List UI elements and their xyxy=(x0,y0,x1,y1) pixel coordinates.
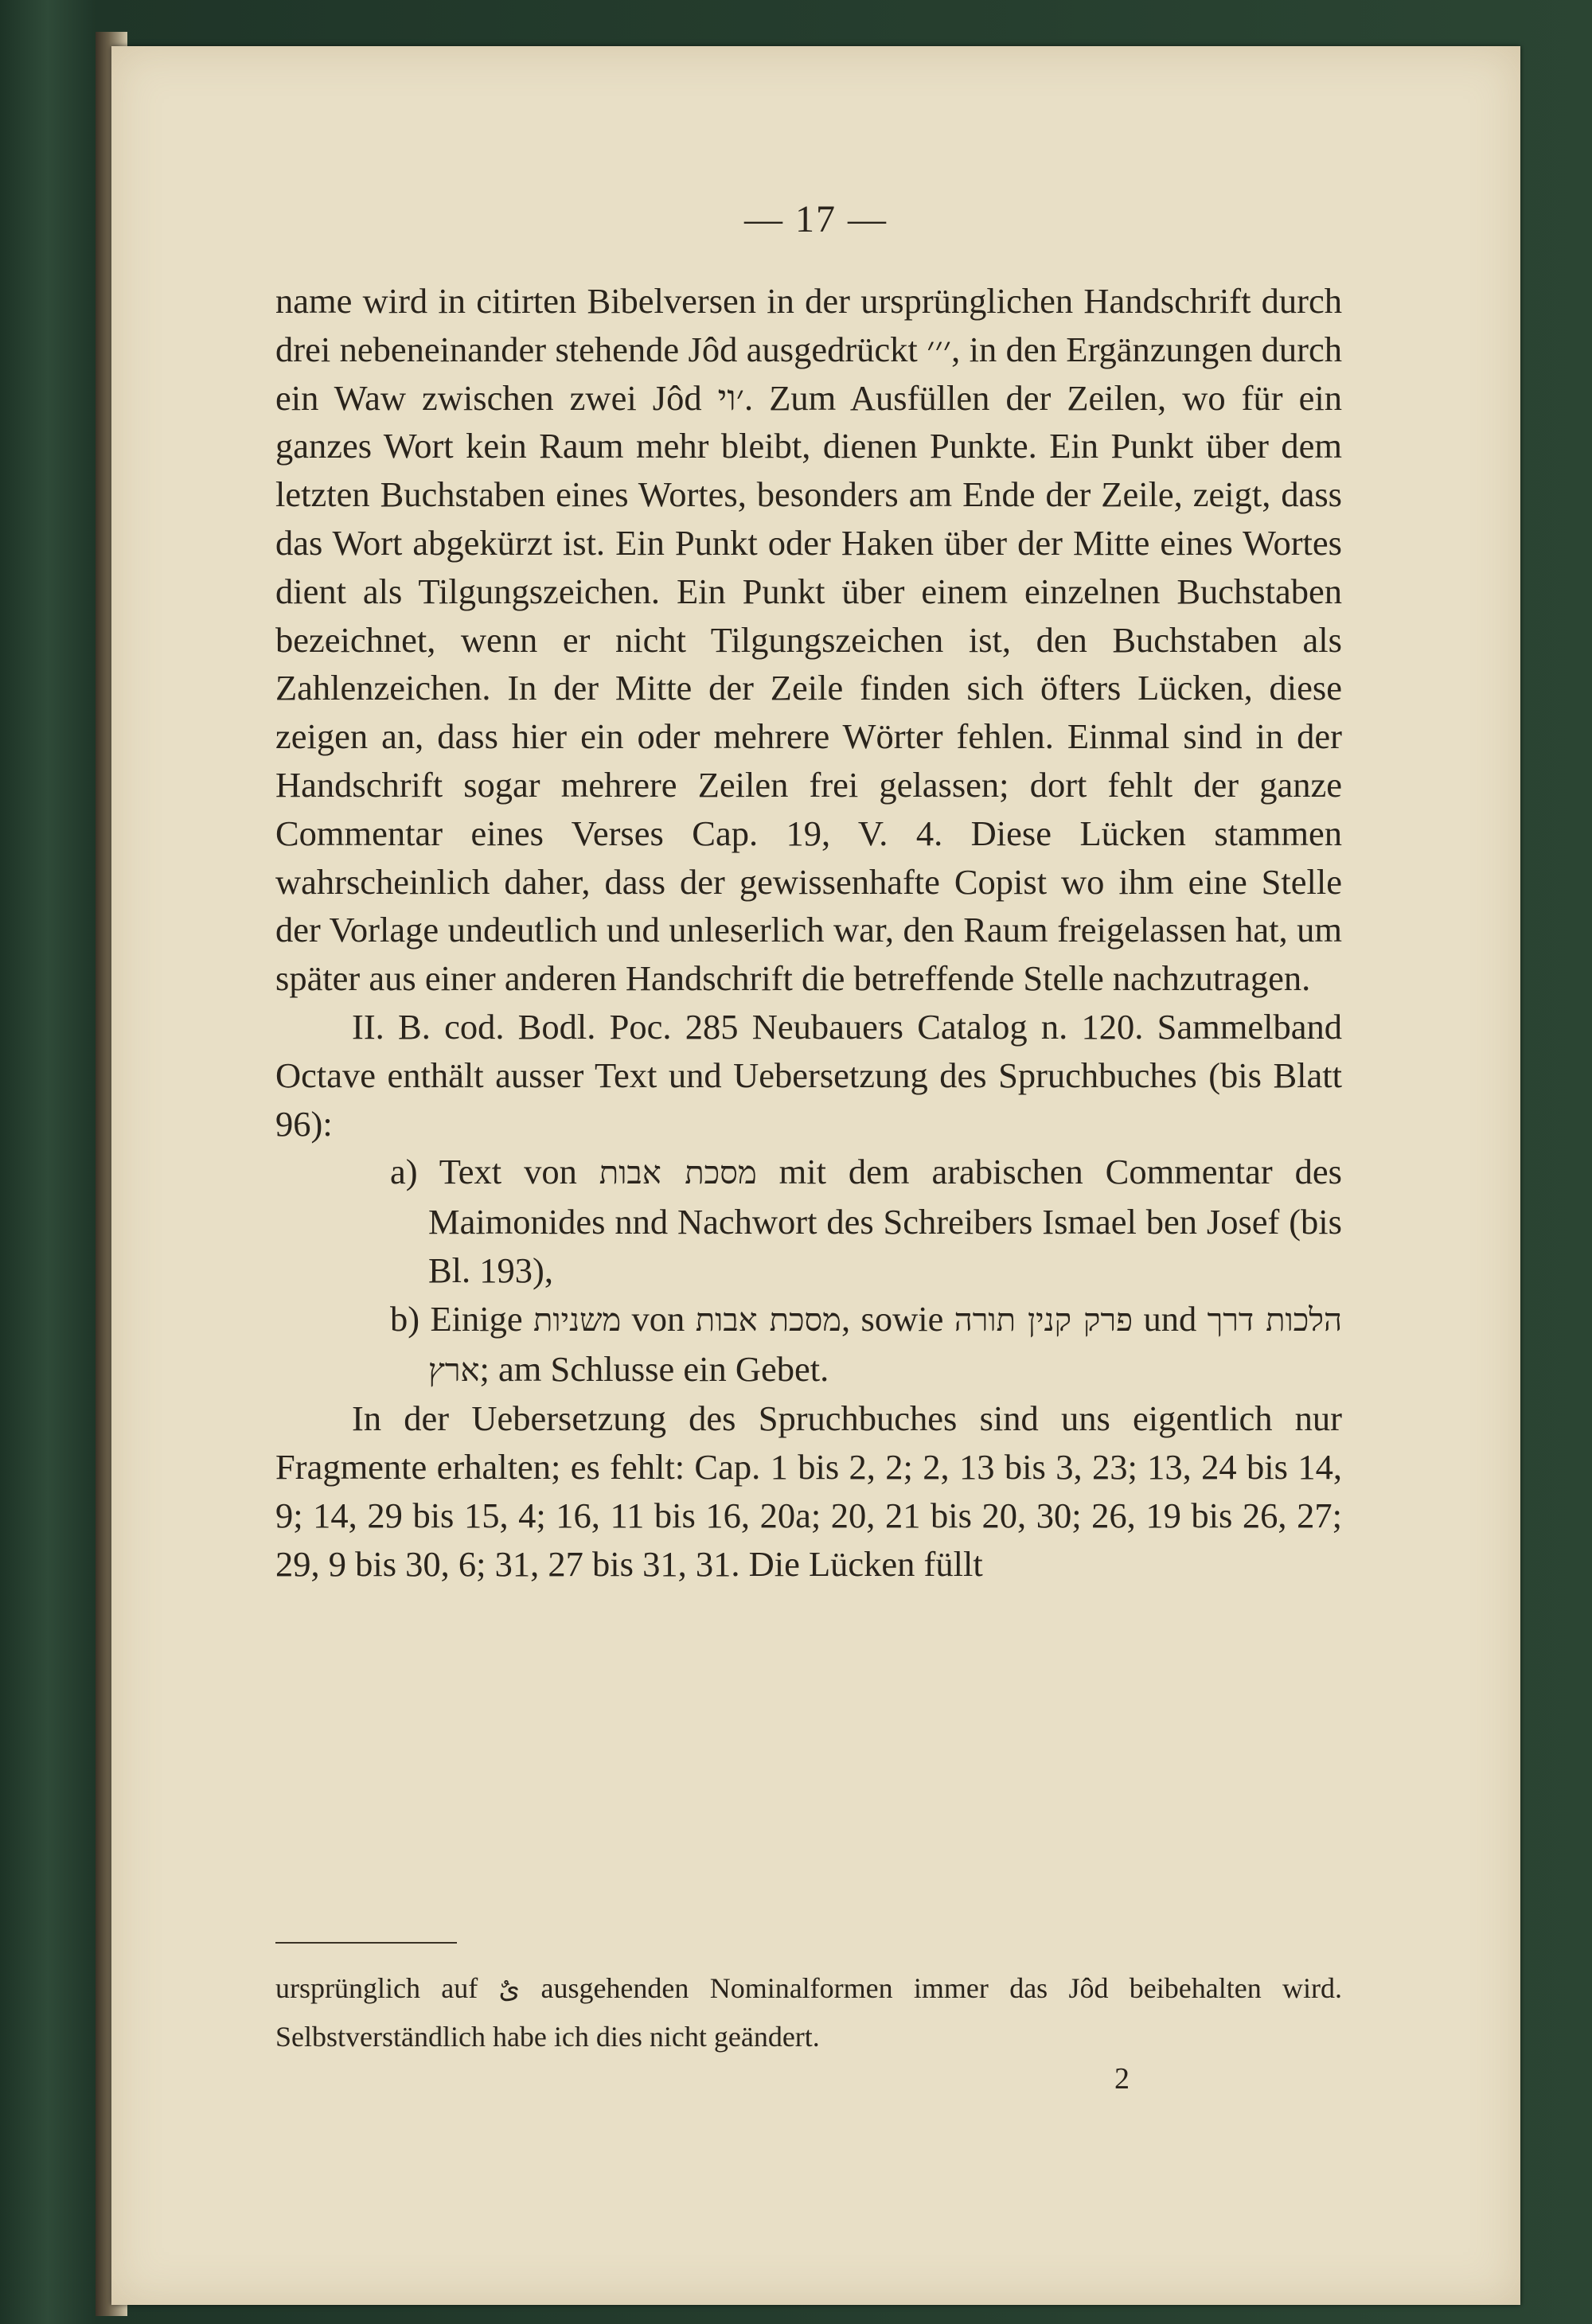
hebrew-term: הלכות דרך ארץ xyxy=(428,1301,1343,1389)
page xyxy=(111,46,1520,2305)
hebrew-term: מסכת אבות xyxy=(695,1301,841,1339)
list-b-rest: ; am Schlusse ein Gebet. xyxy=(479,1348,829,1389)
list-a-prefix: a) Text von xyxy=(390,1152,599,1192)
signature-mark: 2 xyxy=(1114,2062,1130,2096)
hebrew-term: מסכת אבות xyxy=(599,1155,757,1192)
list-b-mid: von xyxy=(621,1298,696,1339)
list-b-mid: und xyxy=(1133,1298,1208,1339)
hebrew-term: משניות xyxy=(533,1301,622,1339)
list-item-b xyxy=(275,1295,1342,1395)
page-number: — 17 — xyxy=(744,198,888,240)
list-b-prefix: b) Einige xyxy=(390,1298,534,1339)
arabic-glyph: ىٌ xyxy=(498,1973,521,2005)
paragraph-2: II. B. cod. Bodl. Poc. 285 Neubauers Catalog n. 120. Sammelband Octave enthält ausser Text und Uebersetzung des Spruchbuches (bis Blatt 96): xyxy=(275,1006,1342,1144)
list-item-a xyxy=(275,1148,1342,1294)
paragraph-1: name wird in citirten Bibelversen in der ursprünglichen Handschrift durch drei nebeneinander stehende Jôd ausgedrückt ׳׳׳, in den Ergänzungen durch ein Waw zwischen zwei Jôd ׳וי. Zum Ausfüllen der Zeilen, wo für ein ganzes Wort kein Raum mehr bleibt, dienen Punkte. Ein Punkt über dem letzten Buchstaben eines Wortes, besonders am Ende der Zeile, zeigt, dass das Wort abgekürzt ist. Ein Punkt oder Haken über der Mitte eines Wortes dient als Tilgungszeichen. Ein Punkt über einem einzelnen Buchstaben bezeichnet, wenn er nicht Tilgungszeichen ist, den Buchstaben als Zahlenzeichen. In der Mitte der Zeile finden sich öfters Lücken, diese zeigen an, dass hier ein oder mehrere Wörter fehlen. Einmal sind in der Handschrift sogar mehrere Zeilen frei gelassen; dort fehlt der ganze Commentar eines Verses Cap. 19, V. 4. Diese Lücken stammen wahrscheinlich daher, dass der gewissenhafte Copist wo ihm eine Stelle der Vorlage undeutlich und unleserlich war, den Raum freigelassen hat, um später aus einer anderen Handschrift die betreffende Stelle nachzutragen. xyxy=(275,281,1342,999)
footnote-part-2: ausgehenden Nominalformen immer das Jôd beibehalten wird. Selbstverständlich habe ich dies nicht geändert. xyxy=(275,1972,1343,2053)
footnote-rule xyxy=(275,1942,457,1944)
list-b-mid: , sowie xyxy=(841,1298,954,1339)
list-a-rest: mit dem arabischen Commentar des Maimonides nnd Nachwort des Schreibers Ismael ben Josef (bis Bl. 193), xyxy=(428,1152,1342,1290)
footnote-part-1: ursprünglich auf xyxy=(275,1972,499,2004)
body-text xyxy=(275,277,1342,1589)
paragraph-3: In der Uebersetzung des Spruchbuches sind uns eigentlich nur Fragmente erhalten; es fehlt: Cap. 1 bis 2, 2; 2, 13 bis 3, 23; 13, 24 bis 14, 9; 14, 29 bis 15, 4; 16, 11 bis 16, 20a; 20, 21 bis 20, 30; 26, 19 bis 26, 27; 29, 9 bis 30, 6; 31, 27 bis 31, 31. Die Lücken füllt xyxy=(275,1398,1342,1584)
hebrew-term: פרק קנין תורה xyxy=(954,1301,1134,1339)
footnote xyxy=(275,1964,1342,2061)
